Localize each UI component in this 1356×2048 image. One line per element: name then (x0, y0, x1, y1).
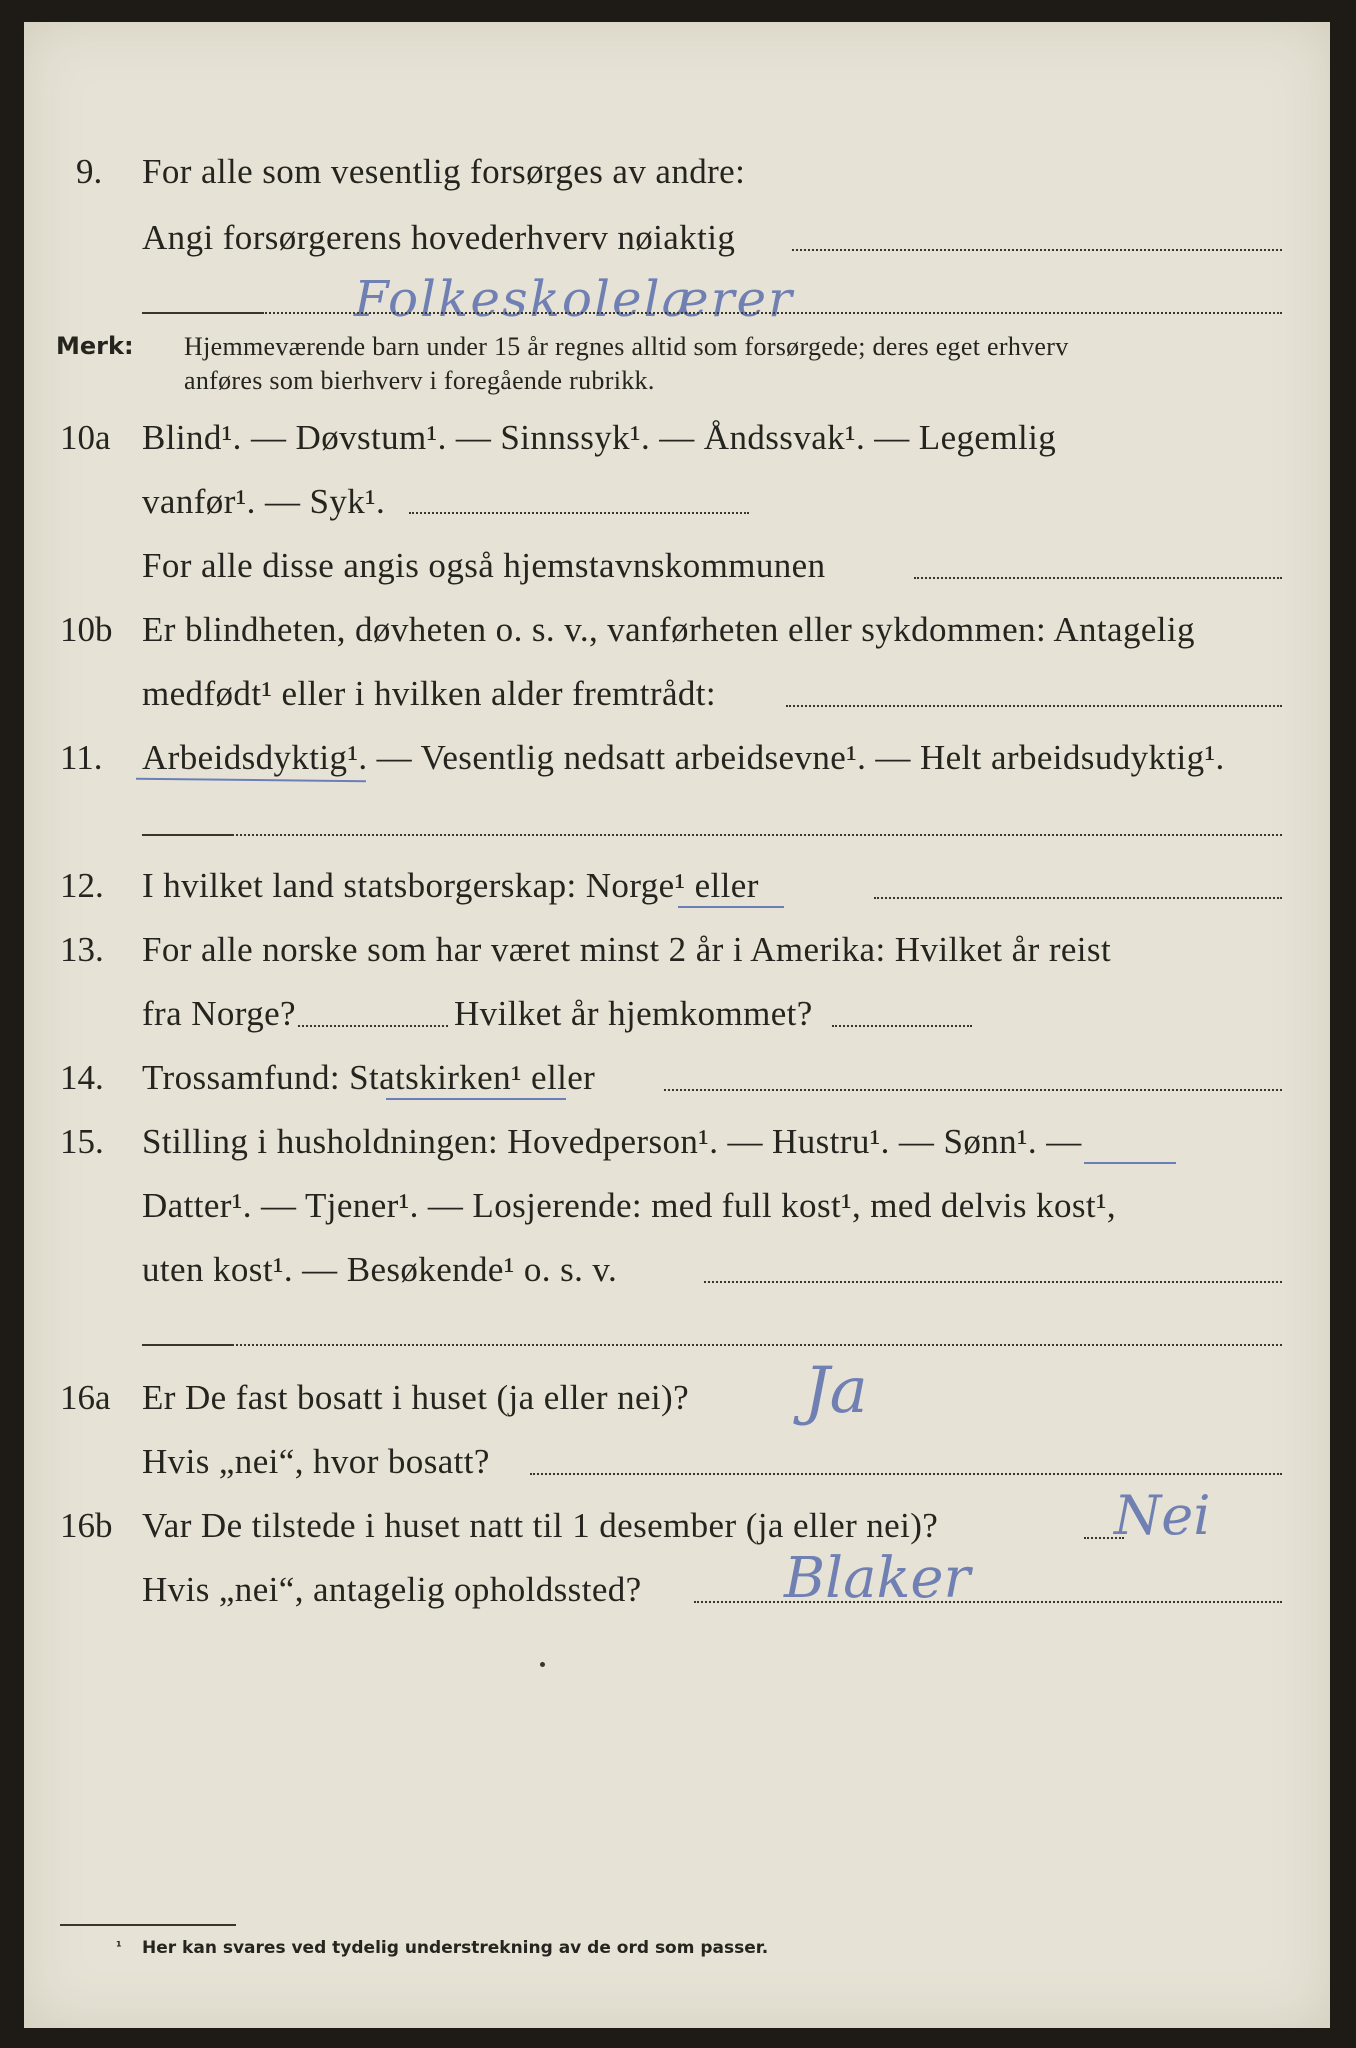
q10a-number: 10a (60, 418, 111, 457)
q16b-line1: Var De tilstede i huset natt til 1 desember (ja eller nei)? (142, 1506, 939, 1545)
q13-hjemkommet-dotted-line (832, 1025, 972, 1027)
q9-answer-line (262, 312, 1282, 314)
q16a-line2: Hvis „nei“, hvor bosatt? (142, 1442, 490, 1481)
q15-dotted-line (704, 1281, 1282, 1283)
q10a-line3: For alle disse angis også hjemstavnskommunen (142, 546, 826, 585)
q16b-place-dotted-line (694, 1601, 1282, 1603)
q9-handwritten-answer: Folkeskolelærer (354, 270, 794, 328)
q9-answer-line-start (142, 312, 262, 314)
q10b-line2: medfødt¹ eller i hvilken alder fremtrådt: (142, 674, 717, 713)
footnote-marker: ¹ (116, 1940, 122, 1955)
q16b-number: 16b (60, 1506, 113, 1545)
q16b-handwritten-place: Blaker (784, 1546, 971, 1611)
q11-line1: Arbeidsdyktig¹. — Vesentlig nedsatt arbeidsevne¹. — Helt arbeidsudyktig¹. (142, 738, 1225, 777)
q9-line1: For alle som vesentlig forsørges av andre: (142, 152, 746, 191)
q16a-handwritten-answer: Ja (804, 1354, 868, 1428)
q11-answer-line-start (142, 834, 232, 836)
q16a-number: 16a (60, 1378, 111, 1417)
q10b-number: 10b (60, 610, 113, 649)
q16b-line2: Hvis „nei“, antagelig opholdssted? (142, 1570, 642, 1609)
q14-number: 14. (60, 1058, 104, 1097)
merk-line1: Hjemmeværende barn under 15 år regnes alltid som forsørgede; deres eget erhverv (184, 332, 1069, 361)
q11-arbeidsdyktig-underline (136, 778, 366, 782)
q16a-dotted-line (530, 1473, 1282, 1475)
q12-line1: I hvilket land statsborgerskap: Norge¹ eller (142, 866, 759, 905)
q13-reist-dotted-line (298, 1025, 448, 1027)
q9-line2: Angi forsørgerens hovederhverv nøiaktig (142, 218, 736, 257)
q10a-syk-dotted-line (409, 512, 749, 514)
q10a-line2: vanfør¹. — Syk¹. (142, 482, 386, 521)
q11-answer-line (232, 834, 1282, 836)
q12-number: 12. (60, 866, 104, 905)
q12-norge-underline (678, 906, 784, 908)
q15-line2: Datter¹. — Tjener¹. — Losjerende: med full kost¹, med delvis kost¹, (142, 1186, 1117, 1225)
q15-line3: uten kost¹. — Besøkende¹ o. s. v. (142, 1250, 618, 1289)
q14-statskirken-underline (386, 1098, 566, 1100)
q13-number: 13. (60, 930, 104, 969)
q10b-dotted-line (786, 705, 1282, 707)
q12-dotted-line (874, 897, 1282, 899)
q15-answer-line-start (142, 1344, 232, 1346)
q9-number: 9. (76, 152, 103, 191)
merk-line2: anføres som bierhverv i foregående rubrikk. (184, 366, 655, 395)
q15-sonn-underline (1084, 1162, 1176, 1164)
q15-line1: Stilling i husholdningen: Hovedperson¹. — Hustru¹. — Sønn¹. — (142, 1122, 1082, 1161)
q10a-hjemstavn-dotted-line (914, 577, 1282, 579)
q16a-line1: Er De fast bosatt i huset (ja eller nei)? (142, 1378, 690, 1417)
q13-line1: For alle norske som har været minst 2 år i Amerika: Hvilket år reist (142, 930, 1112, 969)
q10a-line1: Blind¹. — Døvstum¹. — Sinnssyk¹. — Åndssvak¹. — Legemlig (142, 418, 1057, 457)
q14-dotted-line (664, 1089, 1282, 1091)
footnote-text: Her kan svares ved tydelig understrekning av de ord som passer. (142, 1938, 769, 1958)
footnote-rule (60, 1924, 236, 1926)
census-form-page (24, 22, 1330, 2028)
ink-speck (540, 1662, 545, 1667)
q15-answer-line (232, 1344, 1282, 1346)
q16b-handwritten-answer: Nei (1114, 1484, 1211, 1547)
q13-line2b: Hvilket år hjemkommet? (454, 994, 813, 1033)
q15-number: 15. (60, 1122, 104, 1161)
q16b-dotted-line (1084, 1537, 1124, 1539)
q9-dotted-line (792, 249, 1282, 251)
q10b-line1: Er blindheten, døvheten o. s. v., vanførheten eller sykdommen: Antagelig (142, 610, 1195, 649)
merk-label: Merk: (56, 332, 134, 360)
q11-number: 11. (60, 738, 103, 777)
q14-line1: Trossamfund: Statskirken¹ eller (142, 1058, 596, 1097)
q13-line2a: fra Norge? (142, 994, 296, 1033)
